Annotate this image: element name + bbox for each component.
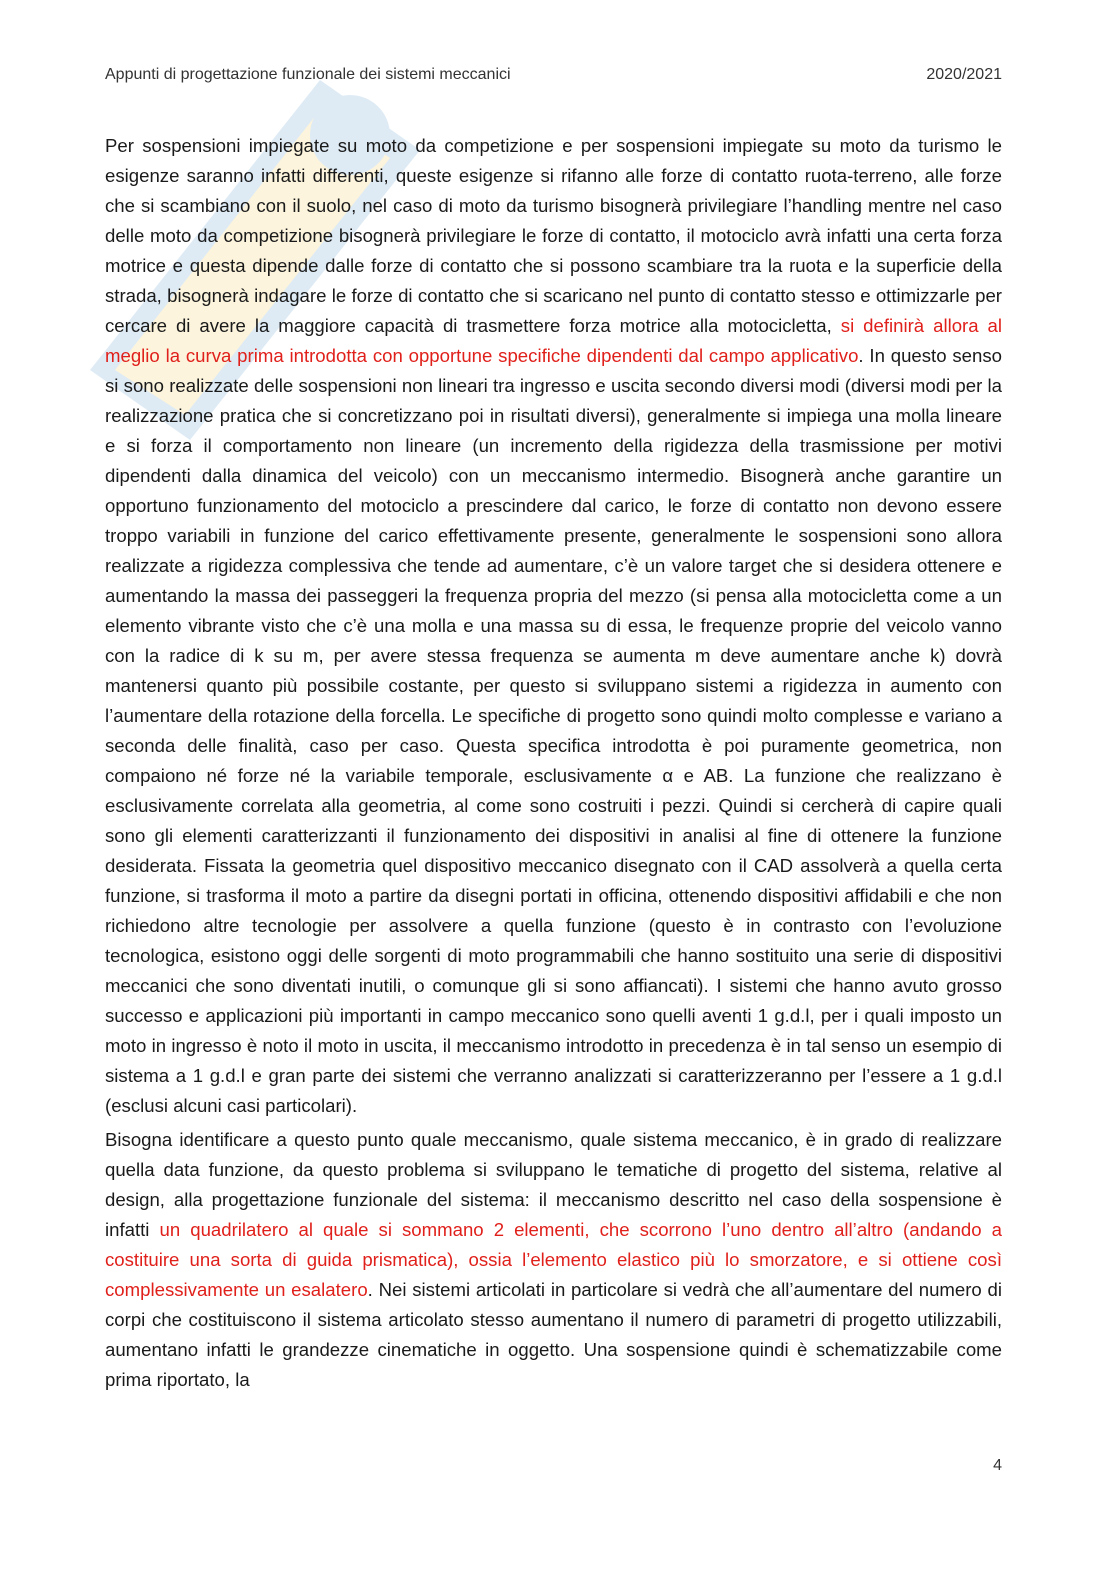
header-year: 2020/2021 [926, 66, 1002, 83]
page-number: 4 [993, 1457, 1002, 1474]
header-title: Appunti di progettazione funzionale dei sistemi meccanici [105, 66, 511, 83]
page-header [105, 66, 1002, 90]
paragraph-1-text-a: Per sospensioni impiegate su moto da competizione e per sospensioni impiegate su moto da turismo le esigenze saranno infatti differenti, queste esigenze si rifanno alle forze di contatto ruota-terreno, alle forze che si scambiano con il suolo, nel caso di moto da turismo bisognerà privilegiare l’handling mentre nel caso delle moto da competizione bisognerà privilegiare le forze di contatto, il motociclo avrà infatti una certa forza motrice e questa dipende dalle forze di contatto che si possono scambiare tra la ruota e la superficie della strada, bisognerà indagare le forze di contatto che si scaricano nel punto di contatto stesso e ottimizzarle per cercare di avere la maggiore capacità di trasmettere forza motrice alla motocicletta, [105, 135, 1002, 336]
paragraph-2-highlight: un quadrilatero al quale si sommano 2 elementi, che scorrono l’uno dentro all’altro (andando a costituire una sorta di guida prismatica), ossia l’elemento elastico più lo smorzatore, e si ottiene così complessivamente un esalatero [105, 1219, 1002, 1300]
paragraph-1 [105, 131, 1002, 1121]
body-text [105, 131, 1002, 1395]
paragraph-1-text-b: . In questo senso si sono realizzate delle sospensioni non lineari tra ingresso e uscita secondo diversi modi (diversi modi per la realizzazione pratica che si concretizzano poi in risultati diversi), generalmente si impiega una molla lineare e si forza il comportamento non lineare (un incremento della rigidezza della trasmissione per motivi dipendenti dalla dinamica del veicolo) con un meccanismo intermedio. Bisognerà anche garantire un opportuno funzionamento del motociclo a prescindere dal carico, le forze di contatto non devono essere troppo variabili in funzione del carico effettivamente presente, generalmente le sospensioni sono allora realizzate a rigidezza complessiva che tende ad aumentare, c’è un valore target che si desidera ottenere e aumentando la massa dei passeggeri la frequenza propria del mezzo (si pensa alla motocicletta come a un elemento vibrante visto che c’è una molla e una massa su di essa, le frequenze proprie del veicolo vanno con la radice di k su m, per avere stessa frequenza se aumenta m deve aumentare anche k) dovrà mantenersi quanto più possibile costante, per questo si sviluppano sistemi a rigidezza in aumento con l’aumentare della rotazione della forcella. Le specifiche di progetto sono quindi molto complesse e variano a seconda delle finalità, caso per caso. Questa specifica introdotta è poi puramente geometrica, non compaiono né forze né la variabile temporale, esclusivamente α e AB. La funzione che realizzano è esclusivamente correlata alla geometria, al come sono costruiti i pezzi. Quindi si cercherà di capire quali sono gli elementi caratterizzanti il funzionamento dei dispositivi in analisi al fine di ottenere la funzione desiderata. Fissata la geometria quel dispositivo meccanico disegnato con il CAD assolverà a quella certa funzione, si trasforma il moto a partire da disegni portati in officina, ottenendo dispositivi affidabili e che non richiedono altre tecnologie per assolvere a quella funzione (questo è in contrasto con l’evoluzione tecnologica, esistono oggi delle sorgenti di moto programmabili che hanno sostituito una serie di dispositivi meccanici che sono diventati inutili, o comunque gli si sono affiancati). I sistemi che hanno avuto grosso successo e applicazioni più importanti in campo meccanico sono quelli aventi 1 g.d.l, per i quali imposto un moto in ingresso è noto il moto in uscita, il meccanismo introdotto in precedenza è in tal senso un esempio di sistema a 1 g.d.l e gran parte dei sistemi che verranno analizzati si caratterizzeranno per l’essere a 1 g.d.l (esclusi alcuni casi particolari). [105, 345, 1002, 1116]
paragraph-2-text-a: Bisogna identificare a questo punto quale meccanismo, quale sistema meccanico, è in grado di realizzare quella data funzione, da questo problema si sviluppano le tematiche di progetto del sistema, relative al design, alla progettazione funzionale del sistema: il meccanismo descritto nel caso della sospensione è infatti [105, 1129, 1002, 1240]
paragraph-1-highlight: si definirà allora al meglio la curva prima introdotta con opportune specifiche dipendenti dal campo applicativo [105, 315, 1002, 366]
paragraph-2 [105, 1125, 1002, 1395]
paragraph-2-text-b: . Nei sistemi articolati in particolare si vedrà che all’aumentare del numero di corpi che costituiscono il sistema articolato stesso aumentano il numero di parametri di progetto utilizzabili, aumentano infatti le grandezze cinematiche in oggetto. Una sospensione quindi è schematizzabile come prima riportato, la [105, 1279, 1002, 1390]
